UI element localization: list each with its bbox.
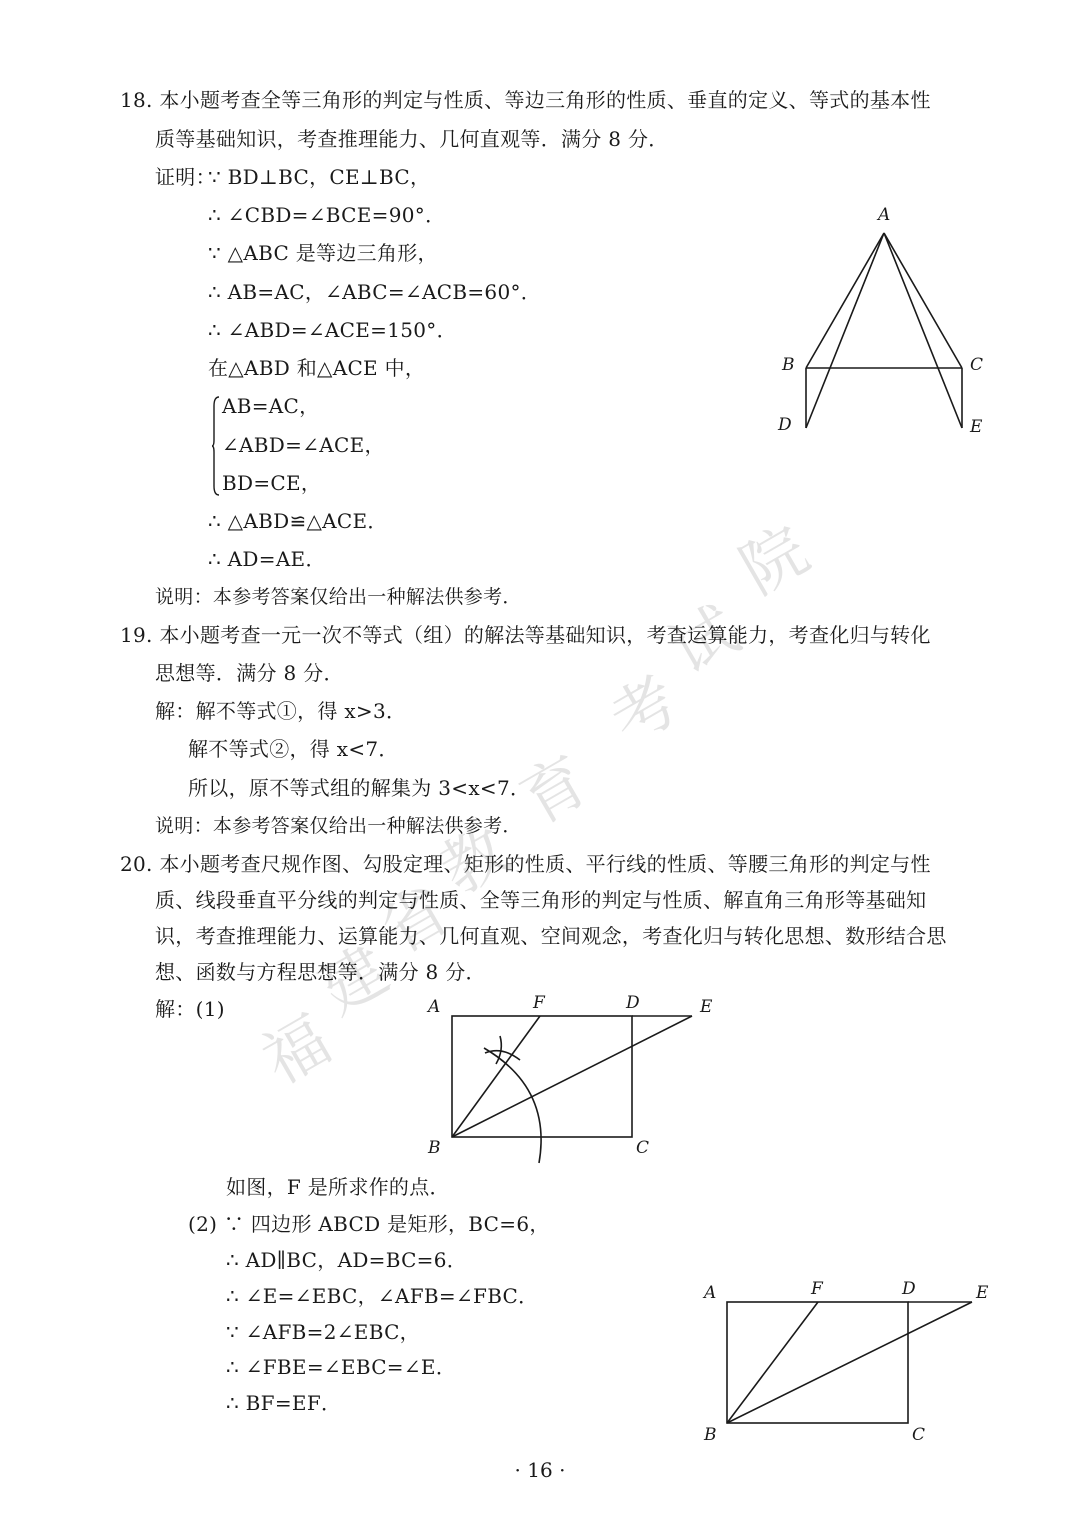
q20-intro-line2: 质、线段垂直平分线的判定与性质、全等三角形的判定与性质、解直角三角形等基础知	[155, 888, 927, 912]
q19-solution-line: 解不等式②，得 x<7．	[188, 737, 399, 761]
label-f: F	[533, 993, 545, 1013]
q18-intro-line2: 质等基础知识，考查推理能力、几何直观等．满分 8 分．	[155, 127, 669, 151]
rectangle-abcd	[727, 1302, 908, 1423]
q20-part1-label: 解：(1)	[155, 997, 225, 1021]
label-d: D	[778, 415, 792, 435]
q18-conclusion: ∴ △ABD≌△ACE．	[208, 509, 388, 533]
q18-proof-line: ∵ △ABC 是等边三角形，	[208, 241, 438, 265]
q20-construction-figure	[420, 990, 730, 1170]
q18-proof-line: ∴ ∠CBD=∠BCE=90°．	[208, 203, 446, 227]
q18-proof-line: ∴ AB=AC，∠ABC=∠ACB=60°．	[208, 280, 542, 304]
label-e: E	[700, 997, 713, 1017]
label-b: B	[782, 355, 795, 375]
q20-part2-line: ∴ AD∥BC，AD=BC=6．	[226, 1248, 468, 1272]
segment-be	[452, 1016, 692, 1137]
label-c: C	[970, 355, 984, 375]
q20-figure	[700, 1278, 1000, 1448]
q20-part2-line: ∵ ∠AFB=2∠EBC，	[226, 1320, 420, 1344]
q20-part2-line: ∴ ∠E=∠EBC，∠AFB=∠FBC．	[226, 1284, 539, 1308]
segment-ae	[884, 233, 962, 428]
segment-ad	[806, 233, 884, 428]
segment-bf	[727, 1302, 818, 1423]
label-b: B	[704, 1425, 717, 1445]
label-d: D	[902, 1279, 916, 1299]
segment-be	[727, 1302, 972, 1423]
q19-solution-line: 解：解不等式①，得 x>3．	[155, 699, 407, 723]
watermark-char: 教	[428, 813, 522, 910]
q20-intro-line3: 识，考查推理能力、运算能力、几何直观、空间观念，考查化归与转化思想、数形结合思	[155, 924, 947, 948]
label-f: F	[811, 1279, 823, 1299]
q19-intro-line1: 19. 本小题考查一元一次不等式（组）的解法等基础知识，考查运算能力，考查化归与转化	[120, 623, 931, 647]
segment-bf	[452, 1016, 540, 1137]
label-c: C	[912, 1425, 926, 1445]
segment-ab	[806, 233, 884, 368]
page-number: · 16 ·	[514, 1458, 566, 1482]
q18-proof-line: ∴ ∠ABD=∠ACE=150°．	[208, 318, 457, 342]
label-b: B	[428, 1138, 441, 1158]
q18-conclusion: ∴ AD=AE．	[208, 547, 326, 571]
label-c: C	[636, 1138, 650, 1158]
label-d: D	[626, 993, 640, 1013]
q20-intro-line4: 想、函数与方程思想等．满分 8 分．	[155, 960, 486, 984]
rectangle-abcd	[452, 1016, 632, 1137]
segment-ac	[884, 233, 962, 368]
q19-intro-line2: 思想等．满分 8 分．	[155, 661, 344, 685]
q18-figure	[770, 200, 1000, 440]
q19-solution-line: 所以，原不等式组的解集为 3<x<7．	[188, 776, 531, 800]
watermark-char: 院	[728, 513, 822, 610]
q18-system-line: AB=AC，	[222, 394, 320, 418]
watermark-char: 福	[250, 1003, 344, 1100]
q18-proof-label: 证明：	[155, 165, 216, 189]
q20-part2-line: (2) ∵ 四边形 ABCD 是矩形，BC=6，	[188, 1212, 550, 1236]
label-a: A	[704, 1283, 717, 1303]
q20-part2-line: ∴ ∠FBE=∠EBC=∠E．	[226, 1355, 457, 1379]
q18-system-line: ∠ABD=∠ACE，	[222, 433, 385, 457]
q20-part2-line: ∴ BF=EF．	[226, 1391, 342, 1415]
label-a: A	[428, 997, 441, 1017]
q18-proof-line: 在△ABD 和△ACE 中，	[208, 356, 426, 380]
watermark-char: 育	[508, 743, 602, 840]
label-a: A	[878, 205, 891, 225]
system-brace	[212, 396, 220, 496]
watermark-char: 建	[308, 933, 402, 1030]
q20-part1-caption: 如图，F 是所求作的点．	[226, 1175, 450, 1199]
q20-intro-line1: 20. 本小题考查尺规作图、勾股定理、矩形的性质、平行线的性质、等腰三角形的判定与性	[120, 852, 931, 876]
construction-arc-large	[484, 1048, 541, 1163]
watermark-char: 考	[598, 663, 692, 760]
label-e: E	[976, 1283, 989, 1303]
q19-note: 说明：本参考答案仅给出一种解法供参考．	[155, 815, 522, 837]
watermark-char: 省	[368, 873, 462, 970]
q18-system-line: BD=CE，	[222, 471, 322, 495]
q18-intro-line1: 18. 本小题考查全等三角形的判定与性质、等边三角形的性质、垂直的定义、等式的基本性	[120, 88, 931, 112]
q18-note: 说明：本参考答案仅给出一种解法供参考．	[155, 586, 522, 608]
watermark-char: 试	[658, 593, 752, 690]
label-e: E	[970, 417, 983, 437]
q18-proof-line: ∵ BD⊥BC，CE⊥BC，	[208, 165, 431, 189]
